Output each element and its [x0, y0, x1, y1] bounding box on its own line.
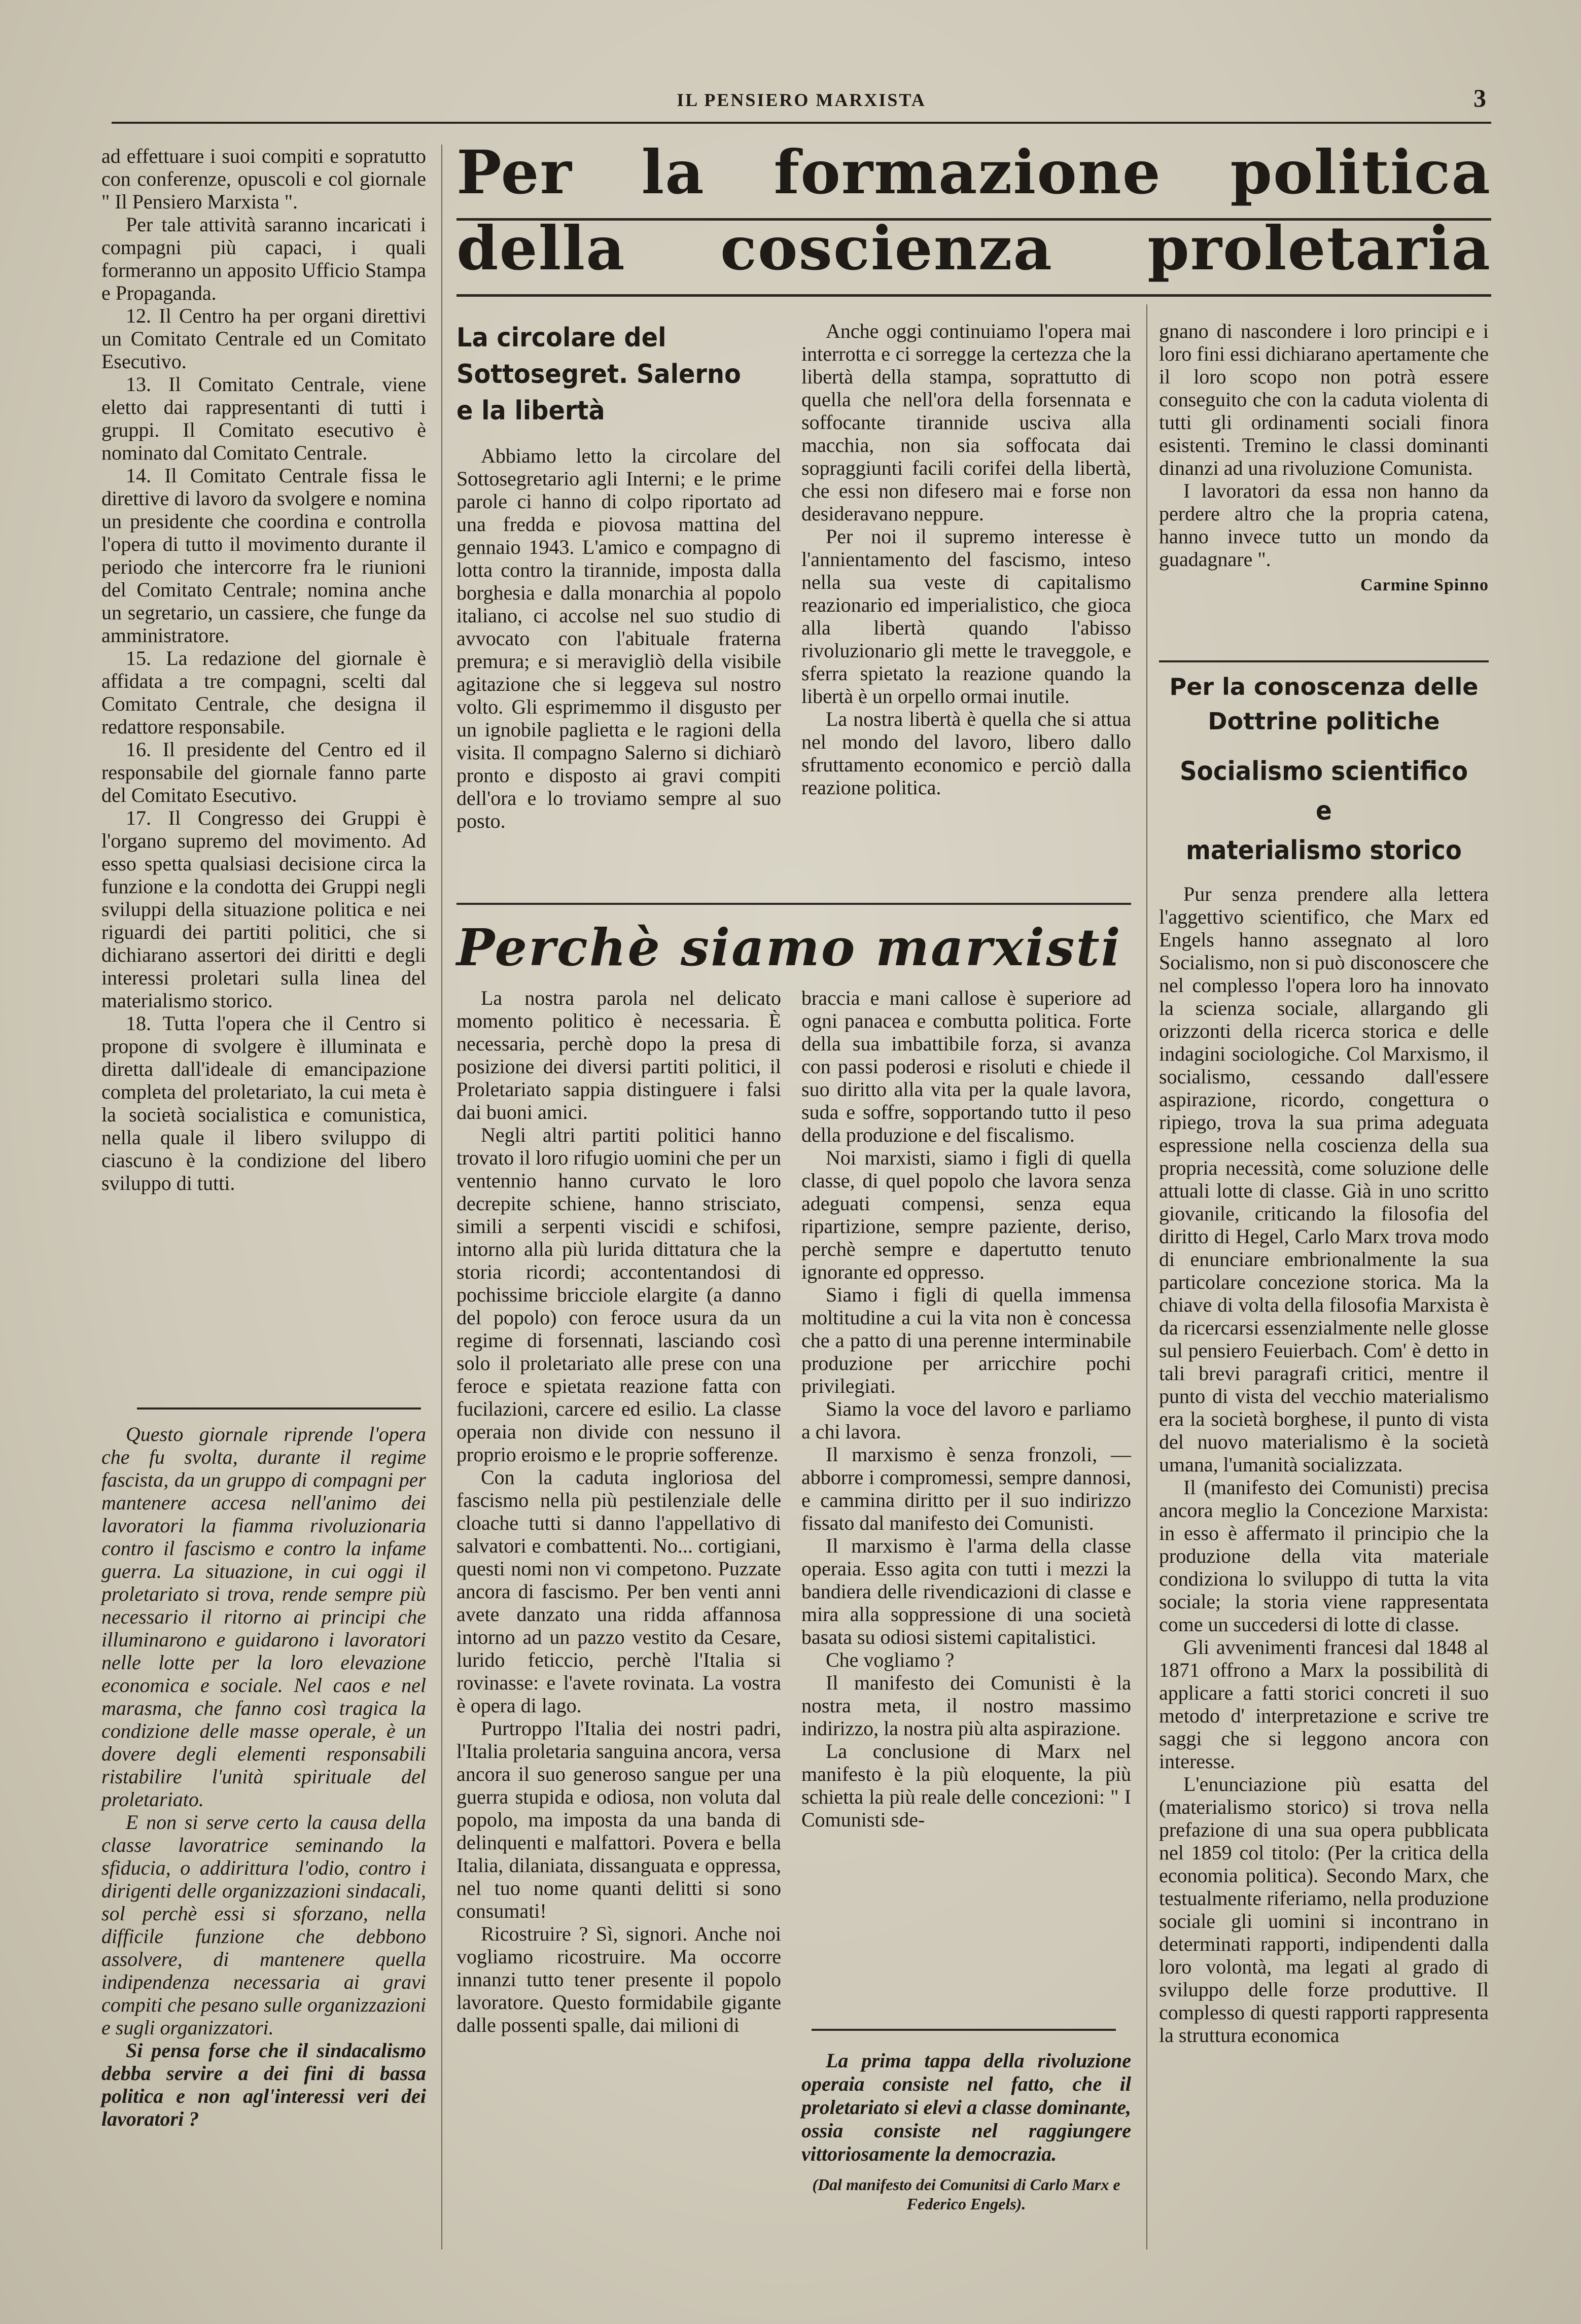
paragraph: Il marxismo è senza fronzoli, — abborre i compromessi, sempre dannosi, e cammina diritto per il suo indirizzo fissato dal manifesto dei Comunisti. — [801, 1443, 1131, 1534]
paragraph: Con la caduta ingloriosa del fascismo nella più pestilenziale delle cloache tutti si danno l'appellativo di salvatori e combattenti. No... cortigiani, questi nomi non vi competono. Puzzate ancora di fascismo. Per ben venti anni avete danzato una ridda affannosa intorno ad un pazzo vestito da Cesare, lurido feticcio, perchè l'Italia si rovinasse: e l'avete rovinata. La vostra è opera di lago. — [456, 1466, 781, 1717]
left-italic-column — [101, 1423, 426, 2130]
paragraph: L'enunciazione più esatta del (materialismo storico) si trova nella prefazione di una sua opera pubblicata nel 1859 col titolo: (Per la critica della economia politica). Secondo Marx, che testualmente riferiamo, nella produzione sociale gli uomini si incontrano in determinati rapporti, indipendenti dalla loro volontà, ma legati al grado di sviluppo delle forze produttive. Il complesso di questi rapporti rappresenta la struttura economica — [1159, 1773, 1489, 2047]
column-rule — [1146, 304, 1147, 2249]
paragraph: Anche oggi continuiamo l'opera mai interrotta e ci sorregge la certezza che la libertà della stampa, soprattutto di quella che nell'ora della forsennata e soffocante tirannide usciva alla macchia, non sia soffocata dai sopraggiunti facili corifei della libertà, che essi non difesero mai e forse non desideravano neppure. — [801, 320, 1131, 525]
newspaper-title: IL PENSIERO MARXISTA — [677, 90, 926, 110]
right-column-body — [1159, 670, 1489, 2047]
paragraph: Che vogliamo ? — [826, 1648, 955, 1671]
paragraph: 16. Il presidente del Centro ed il responsabile del giornale fanno parte del Comitato Esecutivo. — [101, 738, 426, 806]
section-divider — [456, 903, 1131, 905]
paragraph: La nostra libertà è quella che si attua nel mondo del lavoro, libero dallo sfruttamento economico e perciò dalla reazione politica. — [801, 708, 1131, 799]
paragraph: Il marxismo è l'arma della classe operaia. Esso agita con tutti i mezzi la bandiera delle rivendicazioni di classe e mira alla soppressione di una società basata su odiosi sistemi capitalistici. — [801, 1534, 1131, 1648]
paragraph: ad effettuare i suoi compiti e sopratutto con conferenze, opuscoli e col giornale " Il Pensiero Marxista ". — [101, 145, 426, 213]
paragraph: Siamo i figli di quella immensa moltitudine a cui la vita non è concessa che a patto di una perenne interminabile produzione per arricchire pochi privilegiati. — [801, 1283, 1131, 1397]
headline-rule — [456, 218, 1491, 221]
section-heading-line: Per la conoscenza delle — [1169, 673, 1479, 700]
article-title-line: Socialismo scientifico e — [1179, 756, 1468, 826]
running-head — [112, 86, 1491, 124]
article-title — [1159, 752, 1489, 870]
section-heading-line: Dottrine politiche — [1208, 708, 1440, 735]
paragraph: 12. Il Centro ha per organi direttivi un Comitato Centrale ed un Comitato Esecutivo. — [101, 304, 426, 373]
paragraph: braccia e mani callose è superiore ad ogni panacea e combutta politica. Forte della sua imbattibile forza, si avanza con passi poderosi e risoluti e chiede il suo diritto alla vita per la quale lavora, suda e soffre, sopportando tutto il peso della produzione e del fiscalismo. — [801, 987, 1131, 1146]
manifesto-quote — [801, 2049, 1131, 2213]
paragraph: Il (manifesto dei Comunisti) precisa ancora meglio la Concezione Marxista: in esso è affermato il principio che la produzione della vita materiale condiziona lo sviluppo di tutta la vita sociale; la storia viene rappresentata come un succedersi di lotte di classe. — [1159, 1476, 1489, 1636]
paragraph: Negli altri partiti politici hanno trovato il loro rifugio uomini che per un ventennio hanno curvato le loro decrepite schiene, hanno strisciato, simili a serpenti viscidi e schifosi, intorno alla più lurida dittatura che la storia ricordi; accontentandosi di pochissime bricciole elargite (a danno del popolo) con feroce usura da un regime di forsennati, lasciando così solo il proletariato alle prese con una feroce e spietata reazione fatta con fucilazioni, carcere ed esilio. La classe operaia non divide con nessuno il proprio eroismo e le proprie sofferenze. — [456, 1123, 781, 1466]
page-number: 3 — [1473, 84, 1486, 112]
paragraph: 18. Tutta l'opera che il Centro si propone di svolgere è illuminata e diretta dall'ideale di emancipazione completa del proletariato, la cui meta è la società socialistica e comunistica, nella quale il libero sviluppo di ciascuno è la condizione del libero sviluppo di tutti. — [101, 1012, 426, 1194]
headline-line-1: Per la formazione politica — [456, 137, 1491, 207]
quote-source: (Dal manifesto dei Comunitsi di Carlo Marx e Federico Engels). — [812, 2175, 1120, 2213]
paragraph: Noi marxisti, siamo i figli di quella classe, di quel popolo che lavora senza adeguati compensi, senza equa ripartizione, sempre paziente, deriso, perchè sempre e dapertutto tenuto ignorante ed oppresso. — [801, 1146, 1131, 1283]
section-divider — [1159, 660, 1489, 662]
section-divider — [137, 1407, 421, 1410]
paragraph: Ricostruire ? Sì, signori. Anche noi vogliamo ricostruire. Ma occorre innanzi tutto tener presente il popolo lavoratore. Questo formidabile gigante dalle possenti spalle, dai milioni di — [456, 1922, 781, 2036]
article-title: La circolare del Sottosegret. Salerno e la libertà — [456, 323, 741, 426]
circolare-column-2 — [801, 320, 1131, 799]
paragraph: 14. Il Comitato Centrale fissa le direttive di lavoro da svolgere e nomina un presidente che coordina e controlla l'opera di tutto il movimento durante il periodo che intercorre fra le riunioni del Comitato Centrale; nomina anche un segretario, un cassiere, che funge da amministratore. — [101, 464, 426, 647]
paragraph: 15. La redazione del giornale è affidata a tre compagni, scelti dal Comitato Centrale, che designa il redattore responsabile. — [101, 647, 426, 738]
paragraph: 17. Il Congresso dei Gruppi è l'organo supremo del movimento. Ad esso spetta qualsiasi decisione circa la funzione e la condotta dei Gruppi negli sviluppi della situazione politica e nei riguardi dei partiti politici, che si dichiarano assertori dei diritti e degli interessi proletari sulla linea del materialismo storico. — [101, 806, 426, 1012]
paragraph: I lavoratori da essa non hanno da perdere altro che la propria catena, hanno invece tutto un mondo da guadagnare ". — [1159, 479, 1489, 571]
paragraph: Per tale attività saranno incaricati i compagni più capaci, i quali formeranno un apposito Ufficio Stampa e Propaganda. — [101, 213, 426, 304]
section-heading — [1159, 670, 1489, 738]
paragraph: Purtroppo l'Italia dei nostri padri, l'Italia proletaria sanguina ancora, versa ancora il suo generoso sangue per una guerra stupida e odiosa, non voluta dal popolo, ma imposta da una banda di delinquenti e malfattori. Povera e bella Italia, dilaniata, dissanguata e oppressa, nel tuo nome quanti delitti si sono consumati! — [456, 1717, 781, 1922]
circolare-column-1 — [456, 320, 781, 832]
paragraph: gnano di nascondere i loro principi e i loro fini essi dichiarano apertamente che il loro scopo non potrà essere conseguito che con la caduta violenta di tutti gli ordinamenti sociali finora esistenti. Tremino le classi dominanti dinanzi ad una rivoluzione Comunista. — [1159, 320, 1489, 479]
quote-divider — [812, 2029, 1116, 2031]
perche-column-1 — [456, 987, 781, 2036]
quote-text: La prima tappa della rivoluzione operaia consiste nel fatto, che il proletariato si elevi a classe dominante, ossia consiste nel raggiungere vittoriosamente la democrazia. — [801, 2049, 1131, 2165]
article-title-line: materialismo storico — [1186, 835, 1462, 866]
paragraph: Si pensa forse che il sindacalismo debba servire a dei fini di bassa politica e non agl'interessi veri dei lavoratori ? — [101, 2039, 426, 2130]
paragraph: La nostra parola nel delicato momento politico è necessaria. È necessaria, perchè dopo la presa di posizione dei diversi partiti politici, il Proletariato sappia distinguere i falsi dai buoni amici. — [456, 987, 781, 1123]
paragraph: Pur senza prendere alla lettera l'aggettivo scientifico, che Marx ed Engels hanno assegnato al loro Socialismo, non si può disconoscere che nel complesso l'opera loro ha innovato la scienza sociale, allargando gli orizzonti della ricerca storica e delle indagini sociologiche. Col Marxismo, il socialismo, cessando dall'essere aspirazione, ricordo, congettura o ripiego, trova la sua prima adeguata espressione nella coscienza della sua propria necessità, come soluzione delle attuali lotte di classe. Già in uno scritto giovanile, criticando la filosofia del diritto di Hegel, Carlo Marx trova modo di enunciare embrionalmente la sua particolare concezione storica. Ma la chiave di volta della filosofia Marxista è da ricercarsi essenzialmente nelle glosse sul pensiero Feuierbach. Com' è detto in tali brevi paragrafi critici, mentre il punto di vista del vecchio materialismo era la società borghese, il punto di vista del nuovo materialismo è la società umana, l'umanità socializzata. — [1159, 883, 1489, 1476]
headline-rule — [456, 294, 1491, 297]
author-signature: Carmine Spinno — [1360, 576, 1489, 594]
right-column-top — [1159, 320, 1489, 596]
column-rule — [441, 145, 442, 2249]
paragraph: Questo giornale riprende l'opera che fu svolta, durante il regime fascista, da un gruppo di compagni per mantenere accesa nell'animo dei lavoratori la fiamma rivoluzionaria contro il fascismo e contro la infame guerra. La situazione, in cui oggi il proletariato si trova, rende sempre più necessario il ritorno ai principi che illuminarono e guidarono i lavoratori nelle lotte per la loro elevazione economica e sociale. Nel caos e nel marasma, che fanno così tragica la condizione delle masse operale, è un dovere degli elementi responsabili ristabilire l'unità spirituale del proletariato. — [101, 1423, 426, 1811]
paragraph: Il manifesto dei Comunisti è la nostra meta, il nostro massimo indirizzo, la nostra più alta aspirazione. — [801, 1671, 1131, 1740]
main-headline — [456, 137, 1491, 284]
paragraph: Abbiamo letto la circolare del Sottosegretario agli Interni; e le prime parole ci hanno di colpo riportato ad una fredda e piovosa mattina del gennaio 1943. L'amico e compagno di lotta contro la tirannide, imposta dalla borghesia e dalla monarchia al popolo italiano, ci accolse nel suo studio di avvocato con l'abituale fraterna premura; e si meravigliò della visibile agitazione che si leggeva sul nostro volto. Gli esprimemmo il disgusto per un ignobile paglietta e le ragioni della visita. Il compagno Salerno si dichiarò pronto e disposto ai gravi compiti dell'ora e lo troviamo sempre al suo posto. — [456, 444, 781, 832]
perche-headline: Perchè siamo marxisti — [456, 918, 1122, 977]
paragraph: Per noi il supremo interesse è l'annientamento del fascismo, inteso nella sua veste di capitalismo reazionario ed imperialistico, che gioca alla libertà quando l'abisso rivoluzionario gli mette le traveggole, e sferra spietato la reazione quando la libertà è un orpello ormai inutile. — [801, 525, 1131, 708]
paragraph: Gli avvenimenti francesi dal 1848 al 1871 offrono a Marx la possibilità di applicare a fatti storici concreti il suo metodo d' interpretazione e scrive tre saggi che si leggono ancora con interesse. — [1159, 1636, 1489, 1773]
headline-line-2: della coscienza proletaria — [456, 213, 1491, 284]
paragraph: 13. Il Comitato Centrale, viene eletto dai rappresentanti di tutti i gruppi. Il Comitato esecutivo è nominato dal Comitato Centrale. — [101, 373, 426, 464]
paragraph: Siamo la voce del lavoro e parliamo a chi lavora. — [801, 1397, 1131, 1443]
left-column — [101, 145, 426, 1194]
paragraph: La conclusione di Marx nel manifesto è la più eloquente, la più schietta la più reale delle concezioni: " I Comunisti sde- — [801, 1740, 1131, 1831]
paragraph: E non si serve certo la causa della classe lavoratrice seminando la sfiducia, o addirittura l'odio, contro i dirigenti delle organizzazioni sindacali, sol perchè essi si sforzano, nella difficile funzione che debbono assolvere, di mantenere quella indipendenza necessaria ai gravi compiti che pesano sulle organizzazioni e sugli organizzatori. — [101, 1811, 426, 2039]
perche-column-2 — [801, 987, 1131, 1831]
